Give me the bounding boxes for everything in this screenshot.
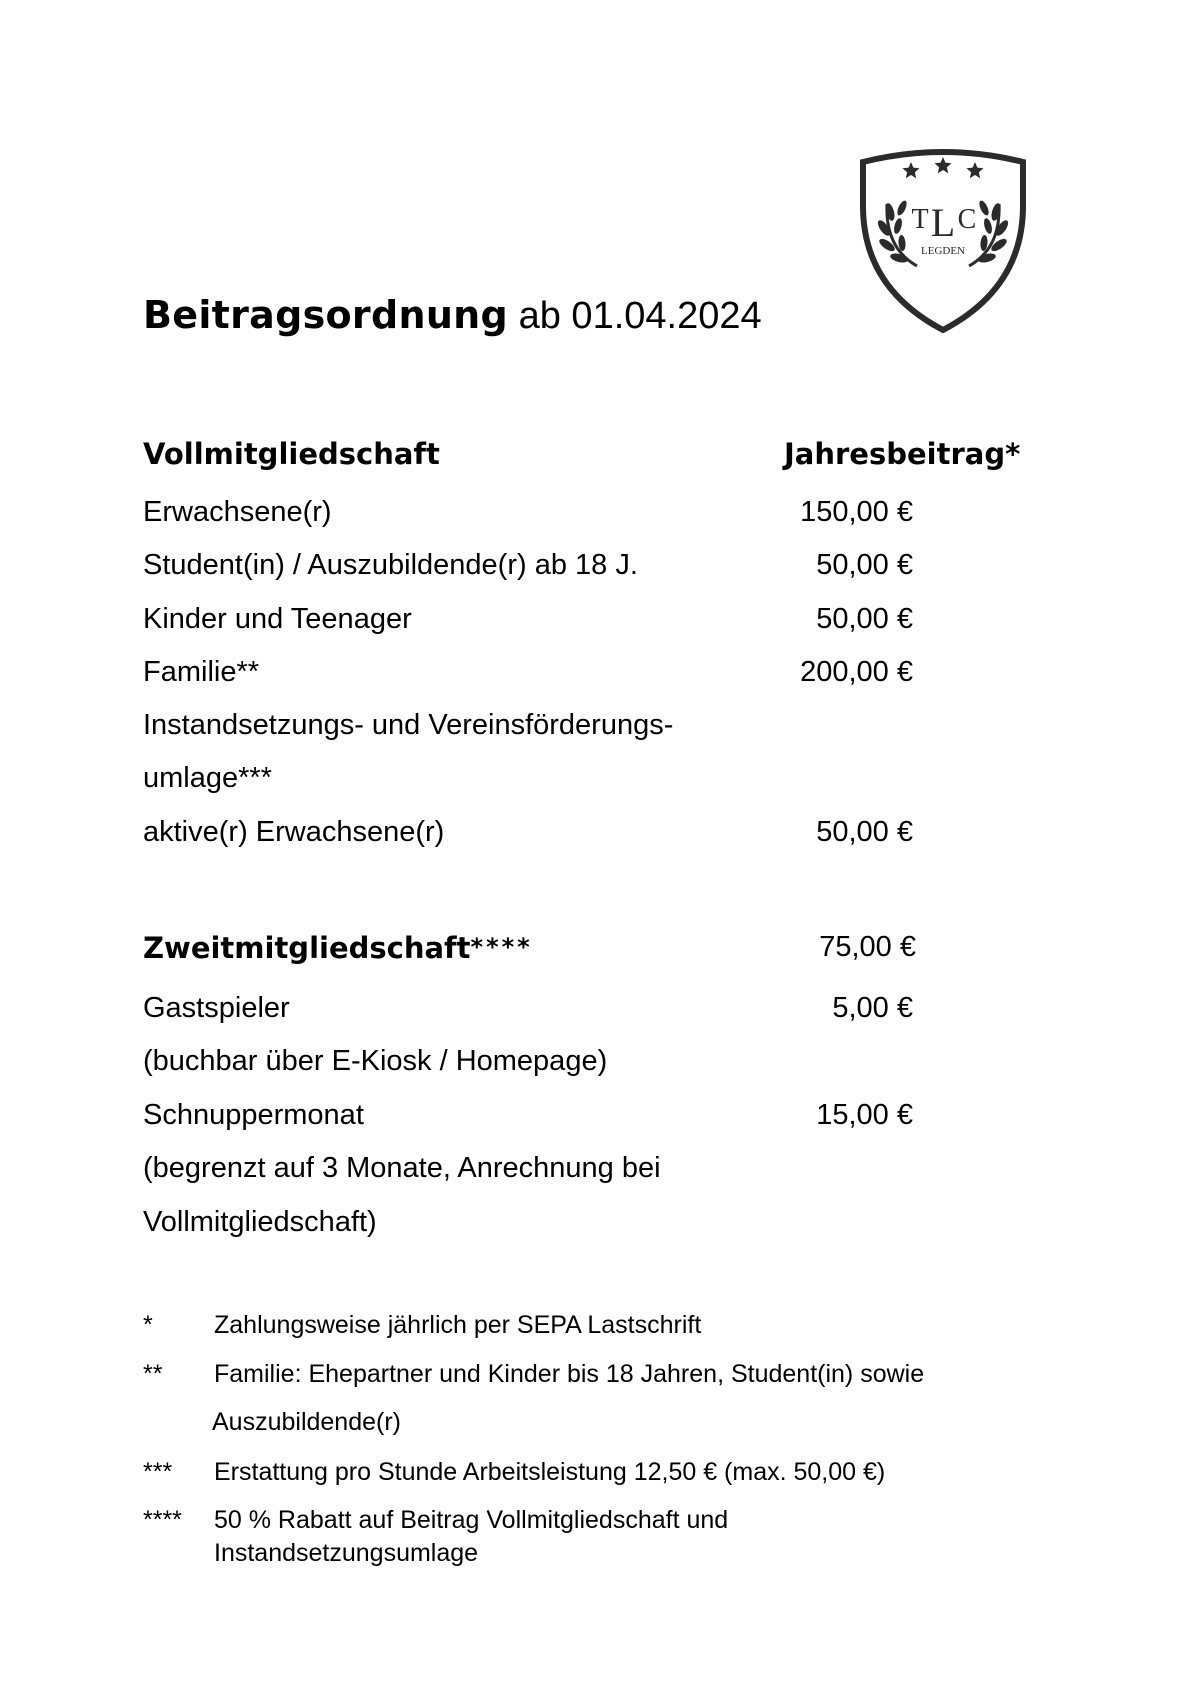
footnote-text: 50 % Rabatt auf Beitrag Vollmitgliedschaft und (214, 1506, 729, 1534)
page-title-date: ab 01.04.2024 (508, 295, 762, 337)
footnote-text: Auszubildende(r) (212, 1408, 401, 1436)
footnote-text: Familie: Ehepartner und Kinder bis 18 Jahren, Student(in) sowie (214, 1360, 925, 1388)
fee-amount: 150,00 € (800, 496, 913, 528)
fee-amount: 200,00 € (800, 656, 913, 688)
fee-row (143, 1095, 913, 1135)
logo-initial-l: L (930, 200, 956, 245)
fee-row (143, 927, 916, 967)
footnote-marker: **** (470, 933, 533, 961)
column-heading-jahresbeitrag: Jahresbeitrag* (784, 437, 1021, 471)
fee-label: aktive(r) Erwachsene(r) (143, 816, 445, 848)
fee-amount: 50,00 € (816, 603, 913, 635)
fee-label: Schnuppermonat (143, 1099, 364, 1131)
fee-row (143, 988, 913, 1028)
fee-amount: 5,00 € (832, 992, 913, 1024)
footnote-text: Zahlungsweise jährlich per SEPA Lastschrift (214, 1311, 702, 1339)
footnote-marker: **** (143, 1506, 182, 1534)
footnote-text: Erstattung pro Stunde Arbeitsleistung 12,50 € (max. 50,00 €) (214, 1458, 886, 1486)
section-heading-vollmitgliedschaft: Vollmitgliedschaft (143, 437, 440, 471)
fee-amount: 75,00 € (819, 931, 916, 963)
fee-label: Gastspieler (143, 992, 290, 1024)
fee-row (143, 492, 913, 532)
umlage-label-line-2: umlage*** (143, 762, 272, 794)
fee-note: (buchbar über E-Kiosk / Homepage) (143, 1045, 608, 1077)
logo-place: LEGDEN (921, 245, 965, 257)
fee-amount: 50,00 € (816, 816, 913, 848)
fee-label: Kinder und Teenager (143, 603, 412, 635)
fee-row (143, 545, 913, 585)
page-title-main: Beitragsordnung (143, 293, 509, 337)
page-title (143, 291, 762, 340)
logo-initial-t: T (911, 204, 929, 235)
footnote-marker: *** (143, 1458, 173, 1486)
footnote-marker: ** (143, 1360, 163, 1388)
fee-row (143, 652, 913, 692)
fee-amount: 15,00 € (816, 1099, 913, 1131)
shield-laurel-crest-icon (857, 148, 1029, 334)
umlage-label-line-1: Instandsetzungs- und Vereinsförderungs- (143, 709, 674, 741)
fee-row (143, 812, 913, 852)
fee-note: (begrenzt auf 3 Monate, Anrechnung bei (143, 1152, 661, 1184)
fee-note: Vollmitgliedschaft) (143, 1206, 377, 1238)
fee-row (143, 599, 913, 639)
fee-label: Familie** (143, 656, 260, 688)
footnote-text: Instandsetzungsumlage (214, 1539, 479, 1567)
fee-label: Erwachsene(r) (143, 496, 332, 528)
logo-initial-c: C (957, 204, 977, 235)
fee-amount: 50,00 € (816, 549, 913, 581)
fee-label: Student(in) / Auszubildende(r) ab 18 J. (143, 549, 638, 581)
footnote-marker: * (143, 1311, 153, 1339)
section-heading-text: Zweitmitgliedschaft (143, 931, 471, 965)
